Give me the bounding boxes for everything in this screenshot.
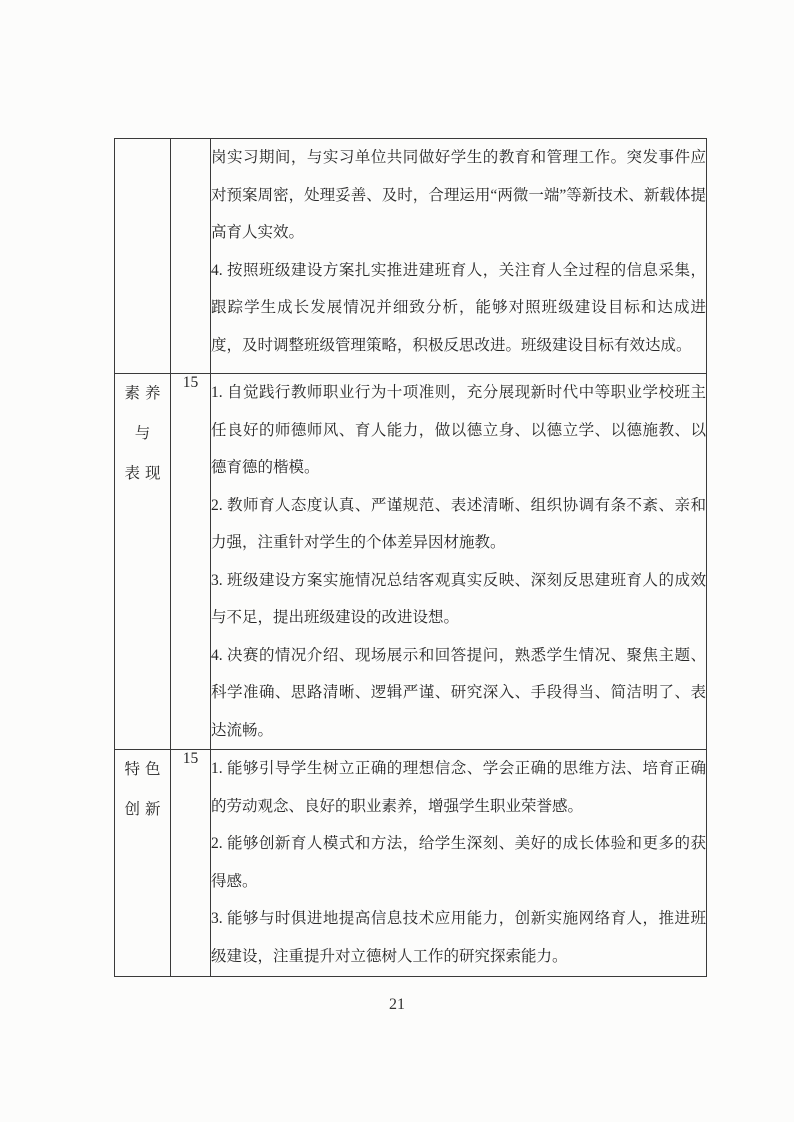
score-cell xyxy=(171,139,211,374)
category-cell xyxy=(115,750,171,977)
score-cell xyxy=(171,374,211,750)
criteria-paragraph: 3. 班级建设方案实施情况总结客观真实反映、深刻反思建班育人的成效与不足，提出班级建设的改进设想。 xyxy=(211,571,706,626)
evaluation-rubric-table xyxy=(114,138,707,977)
category-label-line: 与 xyxy=(134,425,156,442)
category-label-line: 创新 xyxy=(124,801,166,818)
criteria-cell xyxy=(211,374,707,750)
category-label-line: 素养 xyxy=(124,385,166,402)
score-value: 15 xyxy=(182,374,199,391)
score-cell xyxy=(171,750,211,977)
criteria-paragraph: 4. 决赛的情况介绍、现场展示和回答提问，熟悉学生情况、聚焦主题、科学准确、思路清晰、逻辑严谨、研究深入、手段得当、简洁明了、表达流畅。 xyxy=(211,646,706,739)
category-label-line: 表现 xyxy=(124,465,166,482)
criteria-paragraph: 1. 能够引导学生树立正确的理想信念、学会正确的思维方法、培育正确的劳动观念、良好的职业素养，增强学生职业荣誉感。 xyxy=(211,760,706,815)
score-value: 15 xyxy=(182,750,199,767)
table-row xyxy=(115,139,707,374)
category-label-line: 特色 xyxy=(124,761,166,778)
criteria-cell xyxy=(211,750,707,977)
criteria-paragraph: 2. 能够创新育人模式和方法，给学生深刻、美好的成长体验和更多的获得感。 xyxy=(211,835,706,890)
table-row xyxy=(115,374,707,750)
table-row xyxy=(115,750,707,977)
criteria-paragraph: 岗实习期间，与实习单位共同做好学生的教育和管理工作。突发事件应对预案周密，处理妥善、及时，合理运用“两微一端”等新技术、新载体提高育人实效。 xyxy=(211,149,706,241)
criteria-paragraph: 3. 能够与时俱进地提高信息技术应用能力，创新实施网络育人，推进班级建设，注重提升对立德树人工作的研究探索能力。 xyxy=(211,910,706,965)
category-cell xyxy=(115,139,171,374)
criteria-paragraph: 2. 教师育人态度认真、严谨规范、表述清晰、组织协调有条不紊、亲和力强，注重针对学生的个体差异因材施教。 xyxy=(211,496,706,551)
criteria-paragraph: 1. 自觉践行教师职业行为十项准则，充分展现新时代中等职业学校班主任良好的师德师风、育人能力，做以德立身、以德立学、以德施教、以德育德的楷模。 xyxy=(211,384,706,476)
page-number: 21 xyxy=(389,996,405,1013)
criteria-cell xyxy=(211,139,707,374)
category-cell xyxy=(115,374,171,750)
criteria-paragraph: 4. 按照班级建设方案扎实推进建班育人，关注育人全过程的信息采集，跟踪学生成长发展情况并细致分析，能够对照班级建设目标和达成进度，及时调整班级管理策略，积极反思改进。班级建设目标有效达成。 xyxy=(211,261,706,354)
